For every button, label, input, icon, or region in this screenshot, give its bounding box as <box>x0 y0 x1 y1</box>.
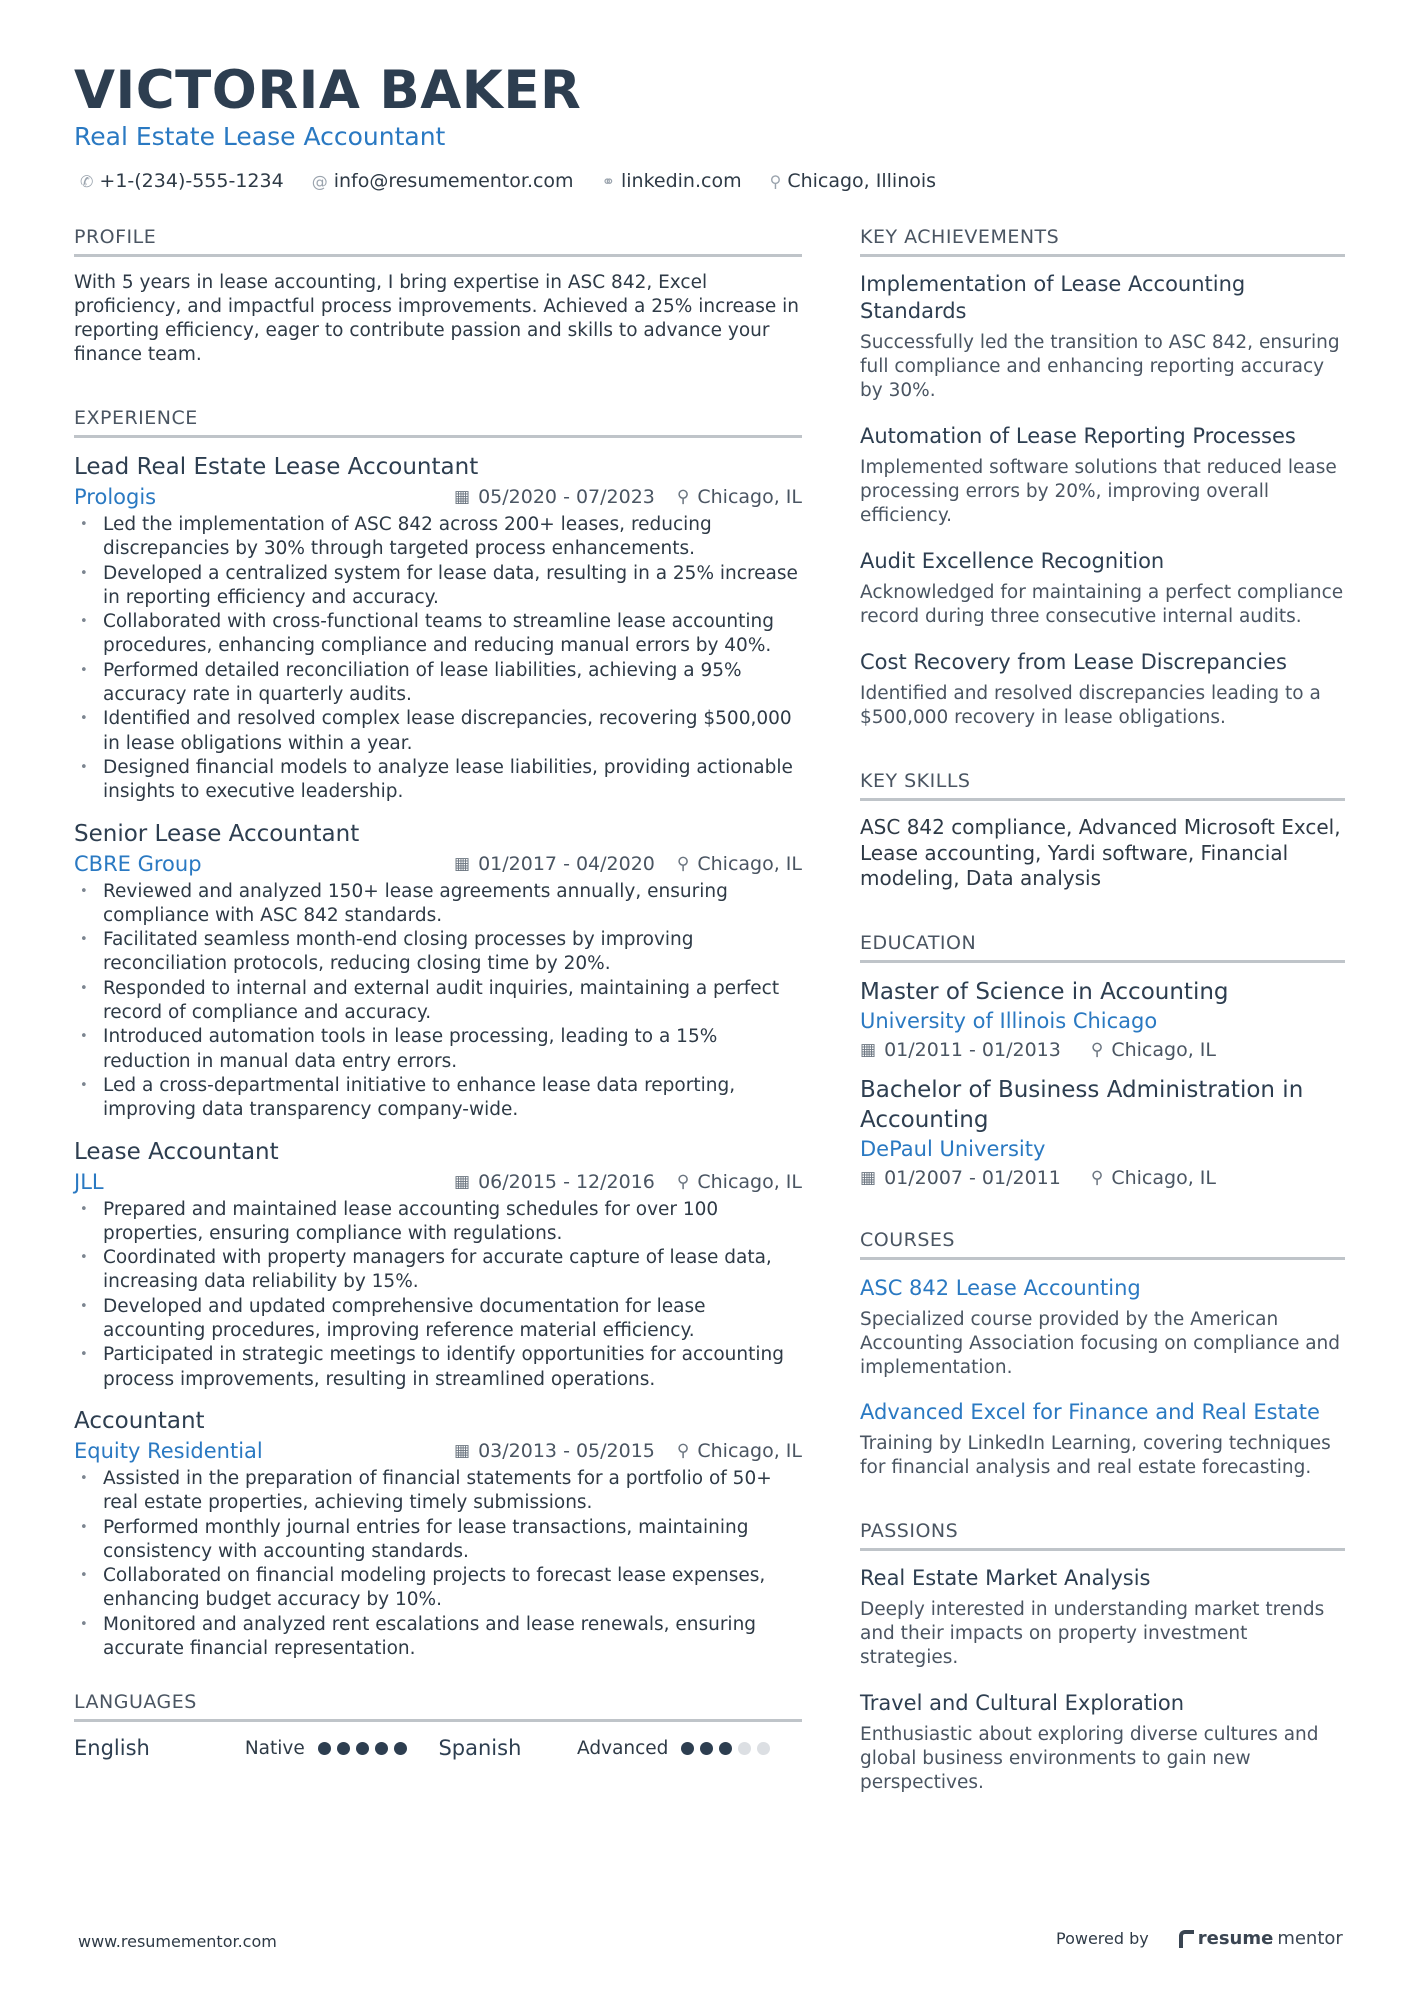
job-company: CBRE Group <box>74 851 202 876</box>
passion-title: Real Estate Market Analysis <box>860 1565 1151 1590</box>
language-name: English <box>74 1736 150 1761</box>
job-dates-text: 06/2015 - 12/2016 <box>478 1170 655 1193</box>
education-school: University of Illinois Chicago <box>860 1008 1158 1033</box>
education-dates-text: 01/2007 - 01/2011 <box>884 1166 1061 1189</box>
rating-dot <box>719 1742 732 1755</box>
achievement-desc: Implemented software solutions that reduced lease processing errors by 20%, improving overall efficiency. <box>860 457 1337 526</box>
education-item <box>860 1075 1345 1189</box>
calendar-icon: ▦ <box>454 487 471 507</box>
brand-logo <box>1179 1928 1343 1949</box>
rating-dot <box>738 1742 751 1755</box>
calendar-icon: ▦ <box>454 1171 471 1192</box>
job-bullet: • Prepared and maintained lease accounting schedules for over 100 properties, ensuring compliance with regulations. <box>74 1198 802 1247</box>
language-level: Advanced <box>577 1737 669 1759</box>
job-bullet: • Introduced automation tools in lease processing, leading to a 15% reduction in manual data entry errors. <box>74 1025 802 1074</box>
education-degree: Master of Science in Accounting <box>860 978 1229 1005</box>
job-company: JLL <box>74 1169 104 1194</box>
left-column <box>74 226 802 1760</box>
job-meta <box>74 1439 802 1463</box>
job-title: Senior Lease Accountant <box>74 820 360 847</box>
job-details <box>454 1171 802 1193</box>
job-bullet: • Coordinated with property managers for accurate capture of lease data, increasing data reliability by 15%. <box>74 1246 802 1295</box>
languages-row <box>74 1736 802 1760</box>
achievement-item <box>860 423 1345 528</box>
location-pin-icon: ⚲ <box>676 1171 690 1192</box>
achievement-title: Implementation of Lease Accounting Standards <box>860 272 1246 323</box>
language-rating <box>681 1742 802 1755</box>
job-title: Lead Real Estate Lease Accountant <box>74 454 479 480</box>
job-entry <box>74 1137 802 1392</box>
course-title: Advanced Excel for Finance and Real Estate <box>860 1399 1320 1424</box>
brand-name-bold: resume <box>1197 1928 1274 1949</box>
education-item <box>860 977 1345 1061</box>
location-icon: ⚲ <box>769 171 782 191</box>
contact-phone <box>80 170 284 192</box>
rating-dot <box>375 1742 388 1755</box>
education-school: DePaul University <box>860 1136 1046 1161</box>
course-desc: Training by LinkedIn Learning, covering techniques for financial analysis and real estate forecasting. <box>860 1432 1331 1478</box>
job-dates-text: 05/2020 - 07/2023 <box>478 486 655 508</box>
rating-dot <box>757 1742 770 1755</box>
section-title-languages: LANGUAGES <box>74 1691 802 1722</box>
location-pin-icon: ⚲ <box>676 853 690 874</box>
passion-desc: Deeply interested in understanding market trends and their impacts on property investment strategies. <box>860 1598 1325 1668</box>
achievement-item <box>860 649 1345 730</box>
education-location-text: Chicago, IL <box>1111 1166 1216 1189</box>
location-pin-icon: ⚲ <box>1090 1039 1104 1060</box>
candidate-role: Real Estate Lease Accountant <box>74 122 446 151</box>
job-company: Prologis <box>74 485 157 509</box>
job-location-text: Chicago, IL <box>697 1439 802 1462</box>
rating-dot <box>356 1742 369 1755</box>
contact-linkedin-text[interactable]: linkedin.com <box>620 170 742 192</box>
course-item <box>860 1274 1345 1380</box>
section-title-achievements: KEY ACHIEVEMENTS <box>860 226 1345 257</box>
job-entry <box>74 452 802 805</box>
link-icon: ⚭ <box>601 171 615 191</box>
job-dates <box>454 486 655 508</box>
job-dates <box>454 1171 655 1193</box>
achievement-desc: Successfully led the transition to ASC 842, ensuring full compliance and enhancing reporting accuracy by 30%. <box>860 332 1340 401</box>
section-title-skills: KEY SKILLS <box>860 770 1345 801</box>
rating-dot <box>318 1742 331 1755</box>
job-meta <box>74 485 802 509</box>
section-title-experience: EXPERIENCE <box>74 407 802 438</box>
calendar-icon: ▦ <box>454 853 471 874</box>
job-bullet: • Collaborated with cross-functional teams to streamline lease accounting procedures, enhancing compliance and reducing manual errors by 40%. <box>74 610 802 659</box>
footer-powered-label: Powered by <box>1056 1929 1149 1948</box>
job-location <box>677 486 802 508</box>
rating-dot <box>700 1742 713 1755</box>
job-title: Lease Accountant <box>74 1138 279 1165</box>
job-entry <box>74 819 802 1123</box>
job-bullet: • Performed detailed reconciliation of lease liabilities, achieving a 95% accuracy rate in quarterly audits. <box>74 659 802 708</box>
location-pin-icon: ⚲ <box>1090 1167 1104 1188</box>
job-bullet: • Responded to internal and external audit inquiries, maintaining a perfect record of compliance and accuracy. <box>74 977 802 1026</box>
brand-name-rest: mentor <box>1277 1928 1343 1949</box>
education-location <box>1091 1167 1216 1189</box>
candidate-name: VICTORIA BAKER <box>74 60 582 121</box>
job-location-text: Chicago, IL <box>697 486 802 508</box>
contact-email[interactable] <box>312 170 574 192</box>
job-details <box>454 1440 802 1462</box>
job-title: Accountant <box>74 1407 205 1434</box>
job-bullets <box>74 513 802 805</box>
location-pin-icon: ⚲ <box>676 1440 690 1461</box>
contact-bar <box>80 170 936 192</box>
calendar-icon: ▦ <box>454 1440 471 1461</box>
job-location-text: Chicago, IL <box>697 1170 802 1193</box>
contact-location <box>770 170 936 192</box>
job-bullets <box>74 1198 802 1392</box>
achievement-item <box>860 271 1345 403</box>
contact-location-text: Chicago, Illinois <box>787 170 937 192</box>
job-bullet: • Monitored and analyzed rent escalations and lease renewals, ensuring accurate financial representation. <box>74 1613 802 1662</box>
education-location <box>1091 1039 1216 1061</box>
job-entry <box>74 1406 802 1661</box>
job-dates <box>454 1440 655 1462</box>
job-bullets <box>74 880 802 1123</box>
footer-powered <box>1056 1928 1343 1949</box>
language-level: Native <box>244 1737 305 1759</box>
job-meta <box>74 1170 802 1194</box>
rating-dot <box>394 1742 407 1755</box>
brand-mark-icon <box>1179 1930 1194 1948</box>
phone-icon: ✆ <box>80 171 94 191</box>
education-dates-text: 01/2011 - 01/2013 <box>884 1038 1061 1061</box>
job-bullet: • Designed financial models to analyze lease liabilities, providing actionable insights to executive leadership. <box>74 756 802 805</box>
achievement-title: Automation of Lease Reporting Processes <box>860 424 1296 448</box>
job-bullet: • Performed monthly journal entries for lease transactions, maintaining consistency with accounting standards. <box>74 1516 802 1565</box>
section-title-passions: PASSIONS <box>860 1520 1345 1551</box>
job-company: Equity Residential <box>74 1438 263 1463</box>
job-bullet: • Participated in strategic meetings to identify opportunities for accounting process improvements, resulting in streamlined operations. <box>74 1343 802 1392</box>
education-meta <box>860 1039 1345 1061</box>
profile-text: With 5 years in lease accounting, I bring expertise in ASC 842, Excel proficiency, and impactful process improvements. Achieved a 25% increase in reporting efficiency, eager to contribute passion and skills to advance your finance team. <box>74 272 799 365</box>
job-bullet: • Developed a centralized system for lease data, resulting in a 25% increase in reporting efficiency and accuracy. <box>74 562 802 611</box>
achievement-desc: Identified and resolved discrepancies leading to a $500,000 recovery in lease obligations. <box>860 683 1321 728</box>
course-desc: Specialized course provided by the American Accounting Association focusing on compliance and implementation. <box>860 1308 1341 1378</box>
contact-phone-text: +1-(234)-555-1234 <box>99 170 284 192</box>
section-title-profile: PROFILE <box>74 226 802 257</box>
job-dates <box>454 853 655 875</box>
right-column <box>860 226 1345 1815</box>
rating-dot <box>337 1742 350 1755</box>
job-details <box>454 853 802 875</box>
achievement-desc: Acknowledged for maintaining a perfect compliance record during three consecutive internal audits. <box>860 582 1344 627</box>
education-dates <box>860 1167 1061 1189</box>
job-bullet: • Facilitated seamless month-end closing processes by improving reconciliation protocols, reducing closing time by 20%. <box>74 928 802 977</box>
rating-dot <box>681 1742 694 1755</box>
job-bullet: • Identified and resolved complex lease discrepancies, recovering $500,000 in lease obligations within a year. <box>74 707 802 756</box>
skills-text: ASC 842 compliance, Advanced Microsoft Excel, Lease accounting, Yardi software, Financial modeling, Data analysis <box>860 815 1341 890</box>
job-location <box>677 853 802 875</box>
footer-website[interactable]: www.resumementor.com <box>78 1932 277 1951</box>
language-name: Spanish <box>438 1736 522 1761</box>
course-item <box>860 1398 1345 1480</box>
education-dates <box>860 1039 1061 1061</box>
contact-linkedin[interactable] <box>602 170 742 192</box>
job-dates-text: 01/2017 - 04/2020 <box>478 852 655 875</box>
language-rating <box>318 1742 439 1755</box>
job-bullet: • Assisted in the preparation of financial statements for a portfolio of 50+ real estate properties, achieving timely submissions. <box>74 1467 802 1516</box>
achievement-title: Cost Recovery from Lease Discrepancies <box>860 650 1287 674</box>
passion-item <box>860 1690 1345 1795</box>
calendar-icon: ▦ <box>860 1167 877 1188</box>
job-bullet: • Developed and updated comprehensive documentation for lease accounting procedures, improving reference material efficiency. <box>74 1295 802 1344</box>
job-dates-text: 03/2013 - 05/2015 <box>478 1439 655 1462</box>
course-title: ASC 842 Lease Accounting <box>860 1275 1141 1300</box>
education-degree: Bachelor of Business Administration in Accounting <box>860 1076 1304 1133</box>
section-title-education: EDUCATION <box>860 932 1345 963</box>
job-bullet: • Collaborated on financial modeling projects to forecast lease expenses, enhancing budget accuracy by 10%. <box>74 1564 802 1613</box>
job-meta <box>74 852 802 876</box>
job-location <box>677 1171 802 1193</box>
passion-title: Travel and Cultural Exploration <box>860 1690 1185 1715</box>
education-location-text: Chicago, IL <box>1111 1038 1216 1061</box>
job-bullet: • Led a cross-departmental initiative to enhance lease data reporting, improving data transparency company-wide. <box>74 1074 802 1123</box>
job-location <box>677 1440 802 1462</box>
job-location-text: Chicago, IL <box>697 852 802 875</box>
job-bullet: • Reviewed and analyzed 150+ lease agreements annually, ensuring compliance with ASC 842 standards. <box>74 880 802 929</box>
calendar-icon: ▦ <box>860 1039 877 1060</box>
education-meta <box>860 1167 1345 1189</box>
achievement-title: Audit Excellence Recognition <box>860 549 1165 573</box>
contact-email-text[interactable]: info@resumementor.com <box>333 170 574 192</box>
at-icon: @ <box>311 171 328 191</box>
job-details <box>454 486 802 508</box>
achievement-item <box>860 548 1345 629</box>
section-title-courses: COURSES <box>860 1229 1345 1260</box>
passion-desc: Enthusiastic about exploring diverse cultures and global business environments to gain new perspectives. <box>860 1723 1319 1793</box>
location-pin-icon: ⚲ <box>676 487 690 507</box>
passion-item <box>860 1565 1345 1670</box>
job-bullets <box>74 1467 802 1661</box>
job-bullet: • Led the implementation of ASC 842 across 200+ leases, reducing discrepancies by 30% through targeted process enhancements. <box>74 513 802 562</box>
